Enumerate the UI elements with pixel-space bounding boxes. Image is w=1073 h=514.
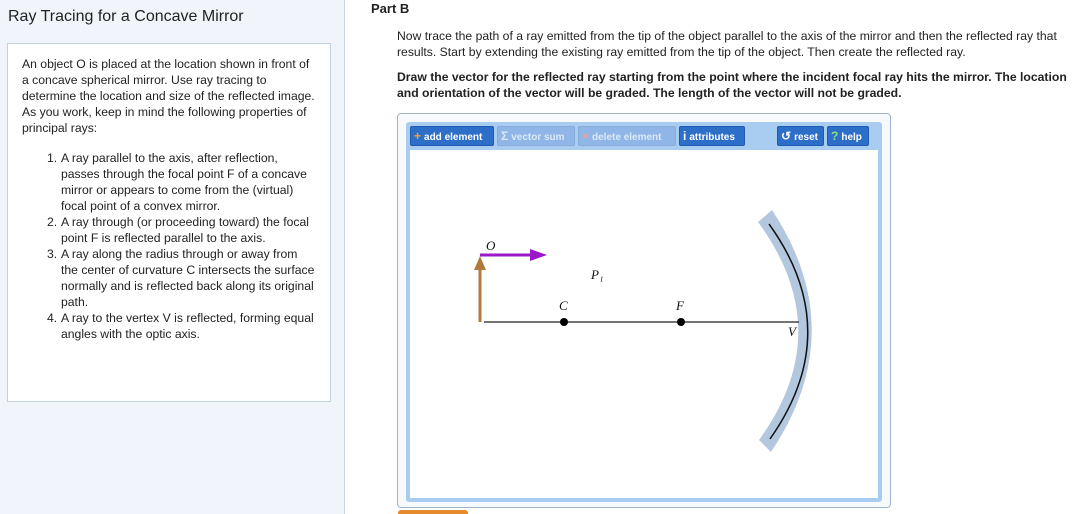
vector-sum-button[interactable]: Σ vector sum (497, 126, 575, 146)
instruction-text: Now trace the path of a ray emitted from the tip of the object parallel to the axis of the mirror and then the reflected ray that results. Start by extending the existing ray emitted from the tip of the object. Then create the reflected ray. (397, 29, 1057, 59)
ray-diagram (410, 150, 878, 498)
drawing-canvas[interactable] (410, 150, 878, 498)
delete-x-icon: × (582, 129, 590, 143)
problem-description-box (7, 43, 331, 402)
object-arrow-head (474, 256, 486, 270)
left-panel (0, 0, 345, 514)
info-icon: i (683, 129, 687, 143)
point-p1-label: P₁ (591, 267, 604, 282)
toolbar (410, 126, 878, 148)
add-element-button[interactable]: + add element (410, 126, 494, 146)
intro-text: An object O is placed at the location shown in front of a concave spherical mirror. Use ray tracing to determine the location and size of the reflected image. As you work, keep in mind the following properties of principal rays: (22, 57, 315, 135)
vertex-label: V (788, 324, 796, 339)
list-item: 4. A ray to the vertex V is reflected, forming equal angles with the optic axis. (47, 311, 314, 341)
list-item: 1. A ray parallel to the axis, after reflection, passes through the focal point F of a concave mirror or appears to come from the (virtual) focal point of a convex mirror. (47, 151, 307, 213)
tool-inner-frame (406, 122, 882, 502)
reset-icon: ↺ (781, 129, 792, 143)
part-label: Part B (371, 1, 410, 16)
center-label: C (559, 298, 568, 313)
center-of-curvature-point (560, 318, 568, 326)
vector-drawing-tool (397, 113, 891, 508)
help-button[interactable]: ? help (827, 126, 869, 146)
object-label: O (486, 238, 496, 253)
sigma-icon: Σ (501, 129, 509, 143)
help-icon: ? (831, 129, 839, 143)
principal-rays-list (22, 150, 316, 342)
attributes-button[interactable]: i attributes (679, 126, 745, 146)
task-text: Draw the vector for the reflected ray starting from the point where the incident focal ray hits the mirror. The location and orientation of the vector will be graded. The length of the vector will not be graded. (397, 70, 1067, 100)
submit-button-edge[interactable] (398, 510, 468, 514)
reset-button[interactable]: ↺ reset (777, 126, 824, 146)
delete-element-button[interactable]: × delete element (578, 126, 676, 146)
focal-label: F (676, 298, 684, 313)
ray-vector-head[interactable] (530, 249, 547, 261)
plus-icon: + (414, 129, 422, 143)
focal-point (677, 318, 685, 326)
list-item: 2. A ray through (or proceeding toward) the focal point F is reflected parallel to the axis. (47, 215, 309, 245)
list-item: 3. A ray along the radius through or away from the center of curvature C intersects the surface normally and is reflected back along its original path. (47, 247, 315, 309)
problem-title: Ray Tracing for a Concave Mirror (8, 8, 244, 25)
